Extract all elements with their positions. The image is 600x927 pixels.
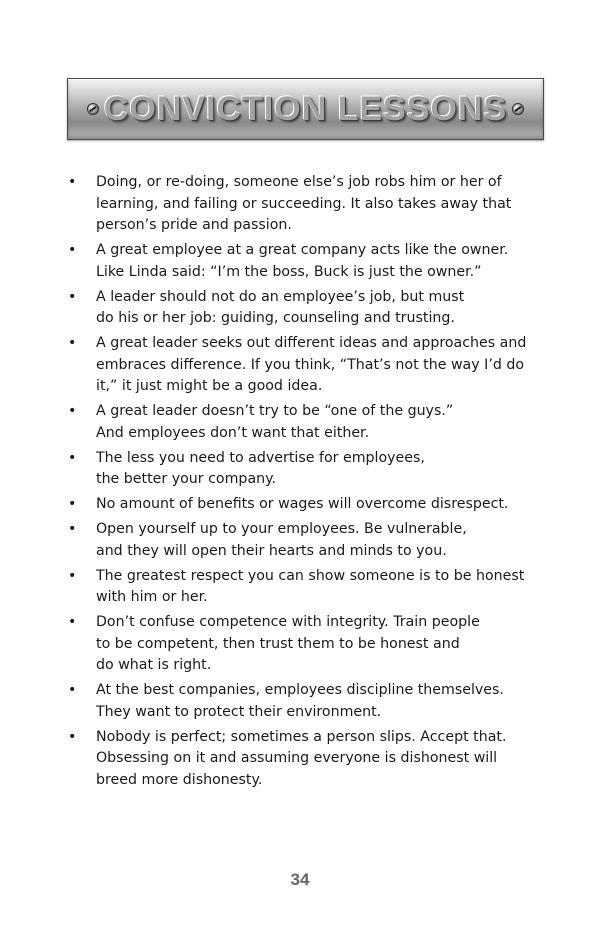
lesson-text-line: The greatest respect you can show someone is to be honest	[96, 567, 525, 584]
lesson-text-line: A great leader seeks out different ideas and approaches and	[96, 335, 527, 351]
conviction-lessons-banner	[67, 78, 544, 140]
lesson-item	[60, 612, 550, 677]
lesson-text-line: breed more dishonesty.	[96, 771, 263, 788]
lesson-text-line: No amount of benefits or wages will overcome disrespect.	[96, 496, 509, 512]
lesson-text-line: person’s pride and passion.	[96, 217, 292, 233]
lesson-text-line: A leader should not do an employee’s job, but must	[96, 288, 465, 305]
banner-title: CONVICTION LESSONS	[103, 89, 508, 128]
bullet-icon: •	[68, 335, 77, 351]
lesson-text-line: and they will open their hearts and minds to you.	[96, 542, 447, 559]
screw-icon	[512, 103, 524, 115]
lesson-text-line: with him or her.	[96, 589, 208, 605]
lesson-item	[60, 448, 550, 491]
bullet-icon: •	[68, 288, 77, 305]
lesson-text-line: And employees don’t want that either.	[96, 424, 370, 441]
lesson-text-line: The less you need to advertise for employees,	[96, 449, 425, 466]
lesson-text-line: A great employee at a great company acts like the owner.	[96, 242, 509, 258]
bullet-icon: •	[68, 728, 77, 745]
lesson-item	[60, 680, 550, 723]
lesson-item	[60, 566, 550, 609]
lesson-item	[60, 401, 550, 444]
lesson-item	[60, 333, 550, 398]
lesson-text-line: embraces difference. If you think, “That’s not the way I’d do	[96, 356, 525, 373]
lesson-text-line: Open yourself up to your employees. Be vulnerable,	[96, 521, 467, 537]
lesson-text-line: it,” it just might be a good idea.	[96, 378, 323, 394]
bullet-icon: •	[68, 242, 77, 258]
lesson-text-line: Obsessing on it and assuming everyone is dishonest will	[96, 750, 498, 766]
bullet-icon: •	[68, 174, 77, 190]
lesson-text-line: Like Linda said: “I’m the boss, Buck is just the owner.”	[96, 263, 482, 280]
lesson-item	[60, 519, 550, 562]
bullet-icon: •	[68, 614, 77, 630]
lesson-text-line: At the best companies, employees discipline themselves.	[96, 682, 504, 698]
bullet-icon: •	[68, 496, 77, 512]
bullet-icon: •	[68, 567, 77, 584]
bullet-icon: •	[68, 403, 77, 419]
lesson-text-line: do his or her job: guiding, counseling and trusting.	[96, 310, 455, 326]
lesson-text-line: learning, and failing or succeeding. It also takes away that	[96, 195, 512, 212]
lesson-text-line: Doing, or re-doing, someone else’s job robs him or her of	[96, 174, 502, 190]
lesson-text-line: the better your company.	[96, 471, 277, 487]
lesson-text-line: to be competent, then trust them to be honest and	[96, 635, 460, 652]
lesson-item	[60, 287, 550, 330]
lesson-item	[60, 727, 550, 792]
screw-icon	[87, 103, 99, 115]
bullet-icon: •	[68, 521, 77, 537]
lesson-text-line: They want to protect their environment.	[96, 703, 382, 720]
lesson-text-line: Nobody is perfect; sometimes a person slips. Accept that.	[96, 728, 507, 745]
lessons-list	[60, 172, 550, 795]
lesson-text-line: Don’t confuse competence with integrity. Train people	[96, 614, 480, 630]
bullet-icon: •	[68, 682, 77, 698]
lesson-item	[60, 240, 550, 283]
lesson-item	[60, 494, 550, 516]
bullet-icon: •	[68, 449, 77, 466]
page-number: 34	[290, 870, 310, 889]
lesson-item	[60, 172, 550, 237]
lesson-text-line: A great leader doesn’t try to be “one of the guys.”	[96, 403, 454, 419]
lesson-text-line: do what is right.	[96, 657, 212, 673]
